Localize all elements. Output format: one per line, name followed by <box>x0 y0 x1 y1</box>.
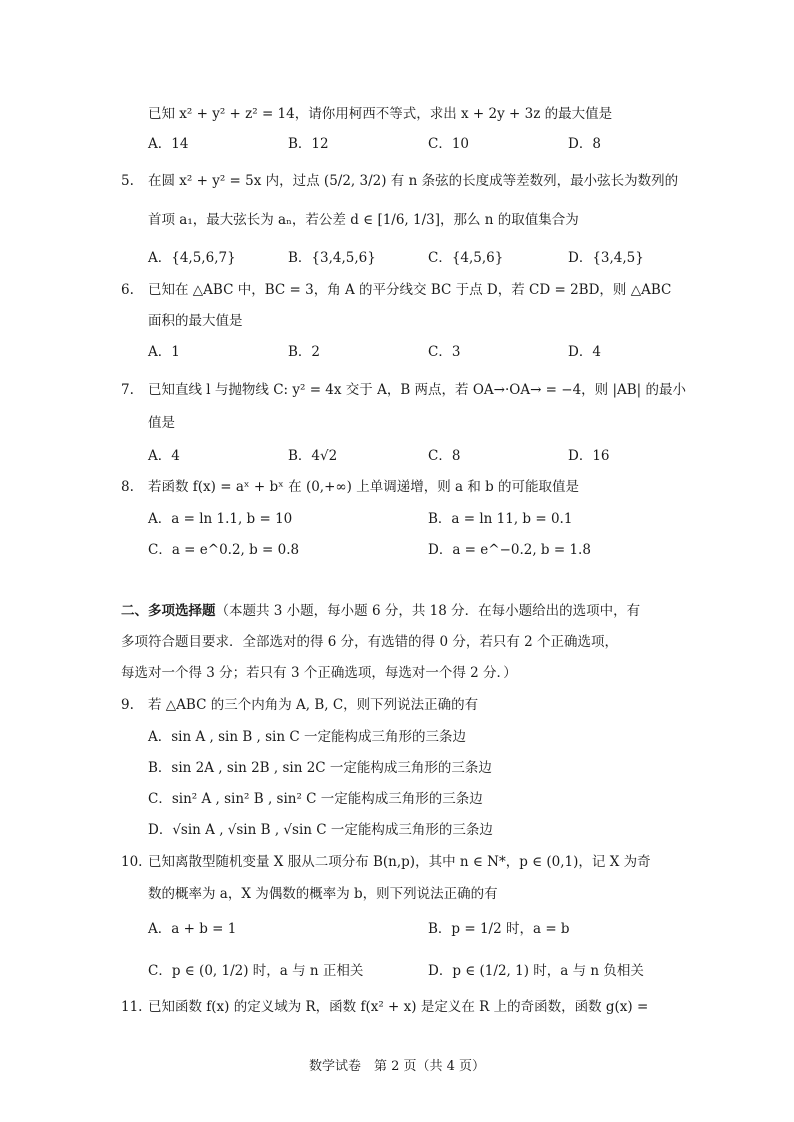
q6-option-c: C．3 <box>428 344 461 360</box>
q6-option-d: D．4 <box>568 344 601 360</box>
q4-option-c: C．10 <box>428 136 470 152</box>
q5-line-1: 在圆 x² + y² = 5x 内，过点 (5/2, 3/2) 有 n 条弦的长度成等差数列，最小弦长为数列的 <box>148 173 679 189</box>
q9-option-a: A．sin A , sin B , sin C 一定能构成三角形的三条边 <box>148 729 466 745</box>
q4-option-a: A．14 <box>148 136 189 152</box>
q7-option-c: C．8 <box>428 448 461 464</box>
q11-number: 11. <box>121 999 143 1015</box>
q4-option-b: B．12 <box>288 136 329 152</box>
q10-option-c: C．p ∈ (0, 1/2) 时，a 与 n 正相关 <box>148 963 364 979</box>
q6-line-1: 已知在 △ABC 中，BC = 3，角 A 的平分线交 BC 于点 D，若 CD = 2BD，则 △ABC <box>148 282 672 298</box>
q9-option-c: C．sin² A , sin² B , sin² C 一定能构成三角形的三条边 <box>148 791 483 807</box>
q7-line-2: 值是 <box>148 415 175 431</box>
q9-option-d: D．√sin A , √sin B , √sin C 一定能构成三角形的三条边 <box>148 822 493 838</box>
q5-option-b: B．{3,4,5,6} <box>288 250 376 266</box>
q7-line-1: 已知直线 l 与抛物线 C: y² = 4x 交于 A，B 两点，若 OA→·OA→ = −4，则 |AB| 的最小 <box>148 382 687 398</box>
section-2-title: 二、多项选择题 <box>121 603 216 619</box>
q5-option-a: A．{4,5,6,7} <box>148 250 236 266</box>
q7-option-d: D．16 <box>568 448 610 464</box>
q7-option-b: B．4√2 <box>288 448 338 464</box>
q10-line-1: 已知离散型随机变量 X 服从二项分布 B(n,p)，其中 n ∈ N*，p ∈ (0,1)，记 X 为奇 <box>148 854 651 870</box>
q8-number: 8. <box>121 479 134 495</box>
q9-number: 9. <box>121 697 134 713</box>
section-2-heading <box>121 601 640 621</box>
q9-line-1: 若 △ABC 的三个内角为 A, B, C，则下列说法正确的有 <box>148 697 479 713</box>
q4-stem: 已知 x² + y² + z² = 14，请你用柯西不等式，求出 x + 2y + 3z 的最大值是 <box>148 106 613 122</box>
q4-option-d: D．8 <box>568 136 601 152</box>
q5-line-2: 首项 a₁，最大弦长为 aₙ，若公差 d ∈ [1/6, 1/3]，那么 n 的取值集合为 <box>148 212 579 228</box>
q7-option-a: A．4 <box>148 448 180 464</box>
q8-option-c: C．a = e^0.2, b = 0.8 <box>148 542 300 558</box>
q8-option-a: A．a = ln 1.1, b = 10 <box>148 511 293 527</box>
q5-option-c: C．{4,5,6} <box>428 250 504 266</box>
q5-number: 5. <box>121 173 134 189</box>
q11-line-1: 已知函数 f(x) 的定义域为 R，函数 f(x² + x) 是定义在 R 上的奇函数，函数 g(x) = <box>148 999 649 1015</box>
q10-number: 10. <box>121 854 143 870</box>
q8-option-b: B．a = ln 11, b = 0.1 <box>428 511 573 527</box>
q5-option-d: D．{3,4,5} <box>568 250 644 266</box>
q7-number: 7. <box>121 382 134 398</box>
q9-option-b: B．sin 2A , sin 2B , sin 2C 一定能构成三角形的三条边 <box>148 760 492 776</box>
q10-option-b: B．p = 1/2 时，a = b <box>428 921 570 937</box>
q6-number: 6. <box>121 282 134 298</box>
q6-option-a: A．1 <box>148 344 180 360</box>
section-2-intro-2: 多项符合题目要求．全部选对的得 6 分，有选错的得 0 分，若只有 2 个正确选项， <box>121 634 619 650</box>
q10-option-d: D．p ∈ (1/2, 1) 时，a 与 n 负相关 <box>428 963 644 979</box>
q10-option-a: A．a + b = 1 <box>148 921 237 937</box>
q8-option-d: D．a = e^−0.2, b = 1.8 <box>428 542 591 558</box>
q6-line-2: 面积的最大值是 <box>148 313 243 329</box>
q10-line-2: 数的概率为 a，X 为偶数的概率为 b，则下列说法正确的有 <box>148 886 498 902</box>
q6-option-b: B．2 <box>288 344 321 360</box>
section-2-intro-3: 每选对一个得 3 分；若只有 3 个正确选项，每选对一个得 2 分．） <box>121 665 517 681</box>
section-2-intro-1: （本题共 3 小题，每小题 6 分，共 18 分．在每小题给出的选项中，有 <box>215 603 641 619</box>
q8-line-1: 若函数 f(x) = aˣ + bˣ 在 (0,+∞) 上单调递增，则 a 和 b 的可能取值是 <box>148 479 580 495</box>
page-footer: 数学试卷 第 2 页（共 4 页） <box>308 1059 486 1074</box>
